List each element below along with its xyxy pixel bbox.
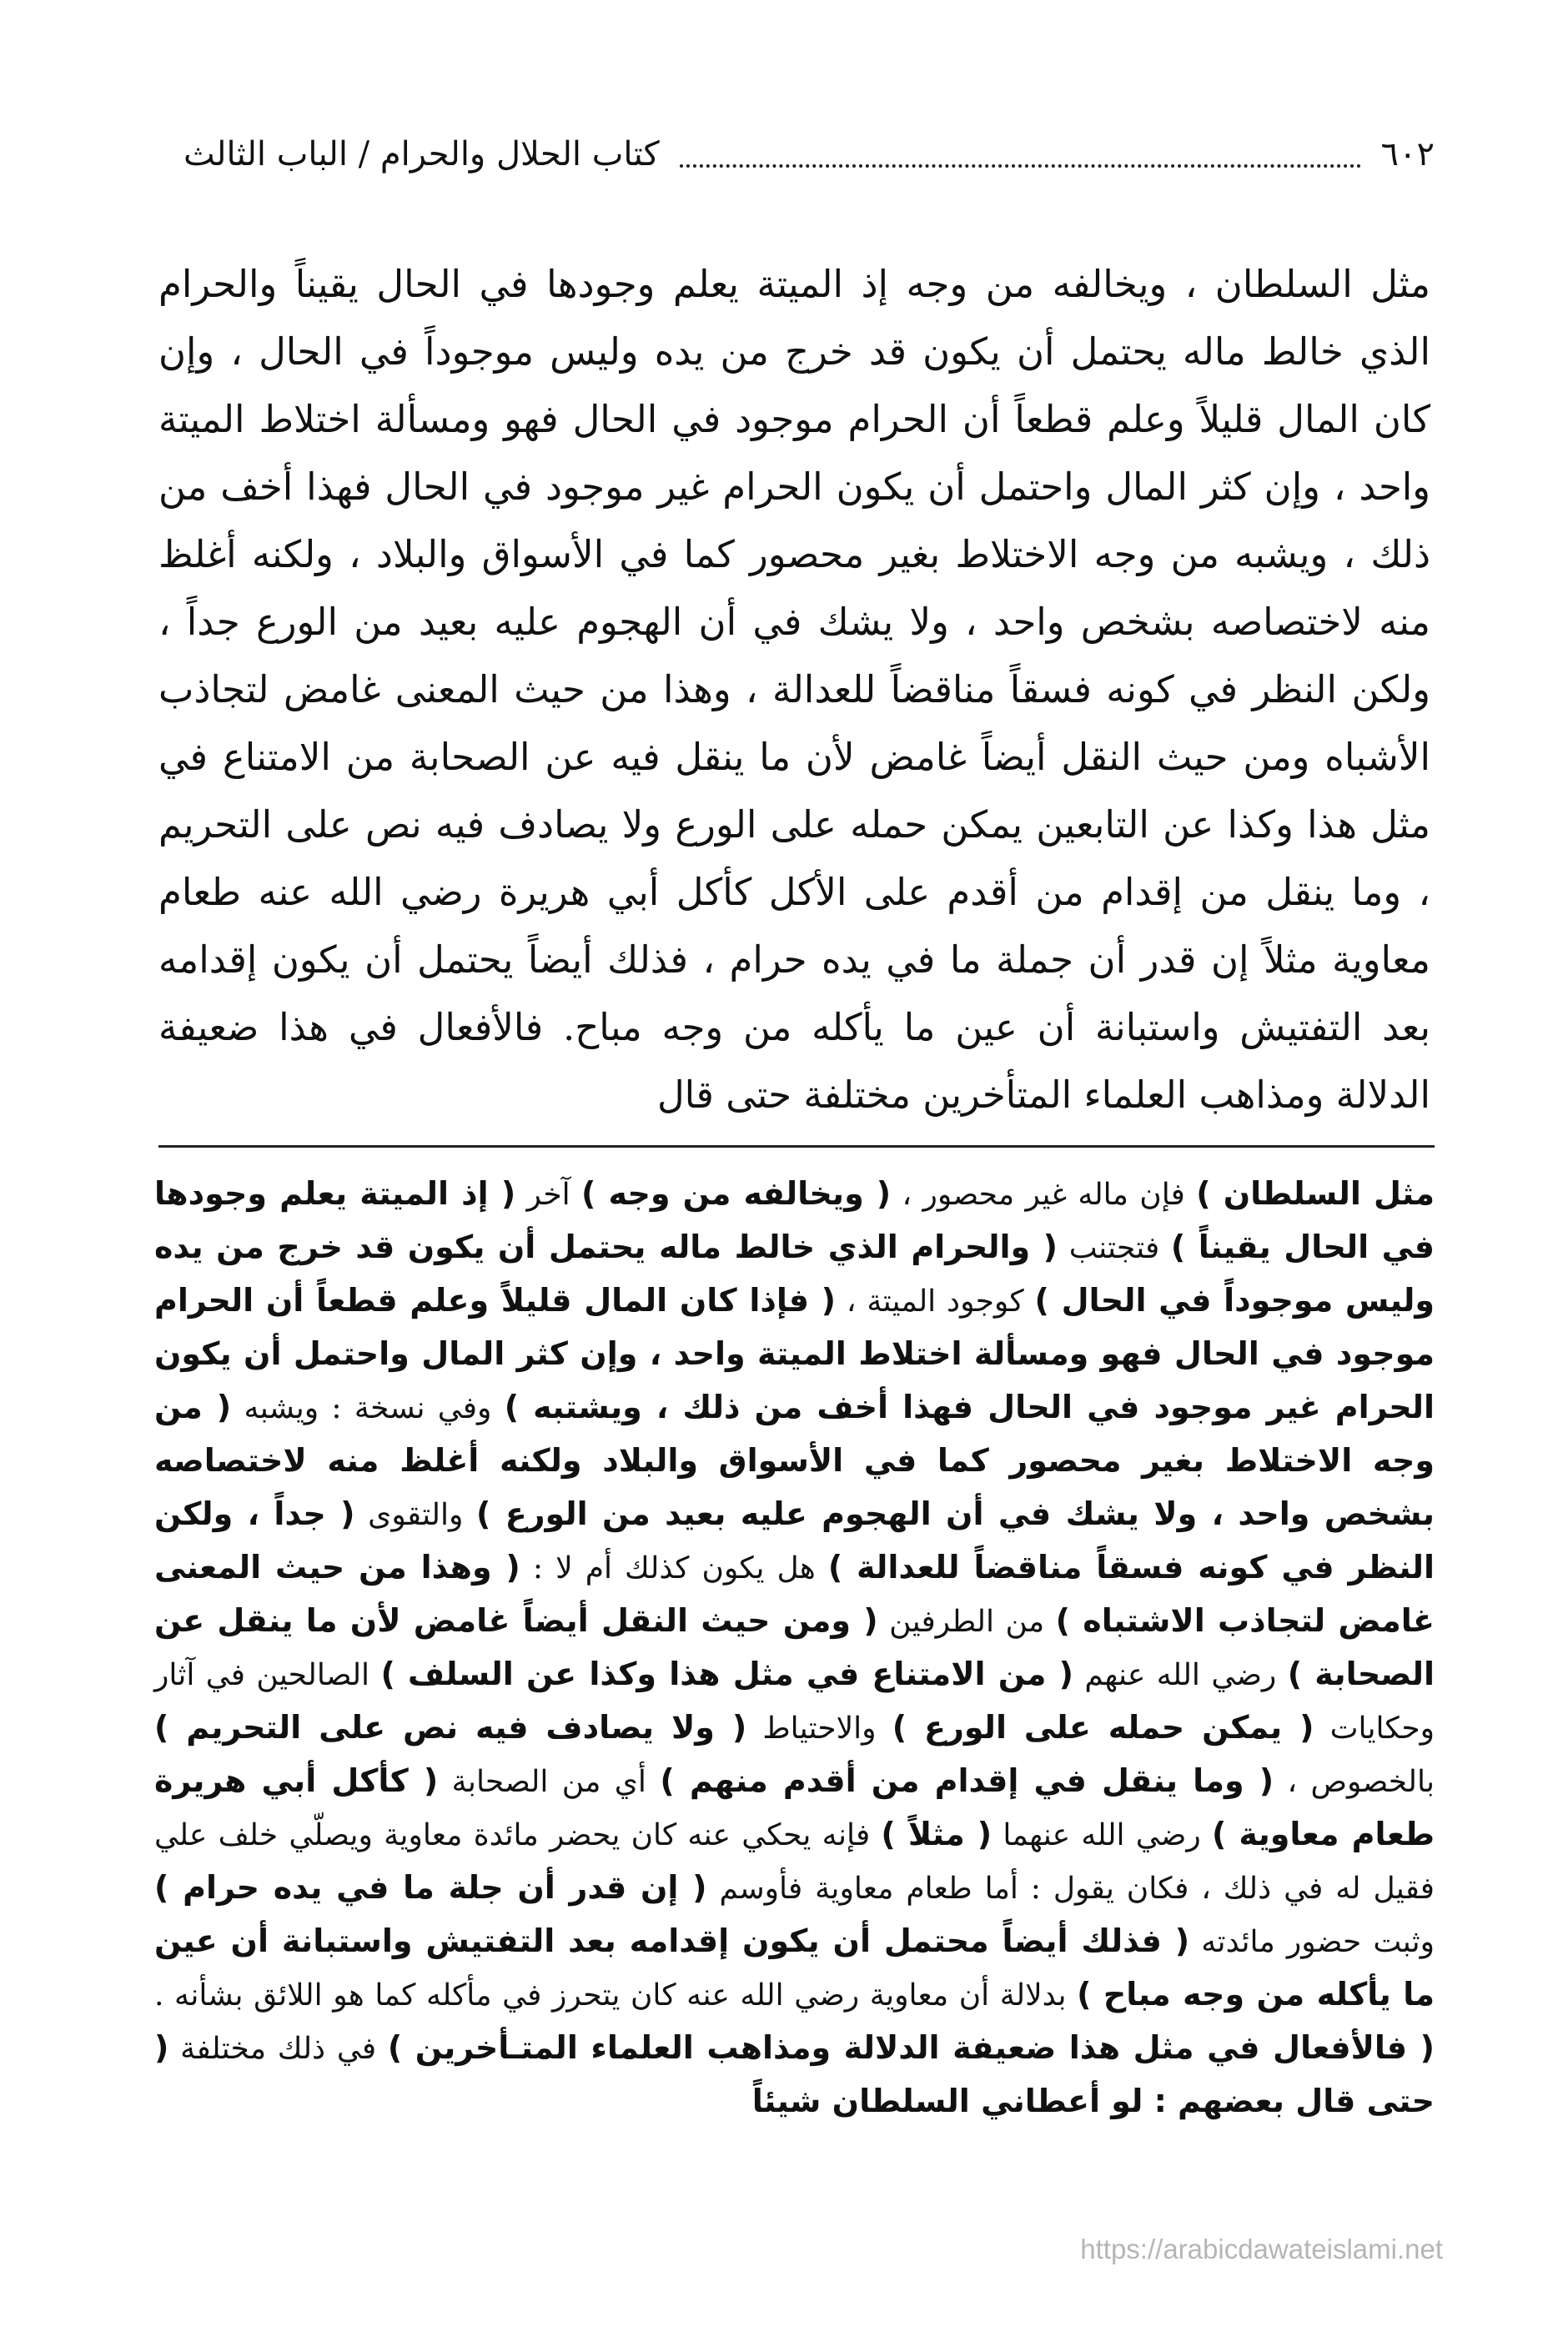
commentary-quoted-text: ( فالأفعال في مثل هذا ضعيفة الدلالة ومذاهب العلماء المتـأخرين ) [387, 2029, 1435, 2066]
commentary-explanation: من الطرفين [877, 1605, 1056, 1639]
commentary-quoted-text: ( وما ينقل في إقدام من أقدم منهم ) [660, 1762, 1274, 1799]
commentary-explanation: بدلالة أن معاوية رضي الله عنه كان يتحرز في مأكله كما هو اللائق بشأنه . [154, 1978, 1078, 2013]
commentary-quoted-text: ( حتى قال بعضهم : لو أعطاني السلطان شيئاً [154, 2029, 1435, 2119]
commentary-quoted-text: ( ولا يصادف فيه نص على التحريم ) [154, 1709, 747, 1746]
watermark-url: https://arabicdawateislami.net [1080, 2234, 1443, 2264]
page-number: ٦٠٢ [1380, 135, 1435, 173]
header-dot-leader [680, 164, 1361, 168]
commentary-quoted-text: ( فإذا كان المال قليلاً وعلم قطعاً أن الحرام موجود في الحال فهو ومسألة اختلاط الميتة واحد ، وإن كثر المال واحتمل أن يكون الحرام غير موجود في الحال فهذا أخف من ذلك ، ويشتبه ) [154, 1282, 1435, 1425]
commentary-quoted-text: ( يمكن حمله على الورع ) [892, 1709, 1314, 1746]
running-header [183, 125, 1435, 183]
commentary-quoted-text: ( والحرام الذي خالط ماله يحتمل أن يكون قد خرج من يده وليس موجوداً في الحال ) [154, 1229, 1435, 1319]
commentary-explanation: الصالحين في آثار وحكايات [154, 1658, 1435, 1746]
commentary-quoted-text: ( مثلاً ) [881, 1816, 993, 1852]
commentary-quoted-text: ( ويخالفه من وجه ) [580, 1175, 892, 1212]
commentary-quoted-text: ( جداً ، ولكن النظر في كونه فسقاً مناقضاً للعدالة ) [154, 1495, 1435, 1586]
commentary-quoted-text: ( إذ الميتة يعلم وجودها في الحال يقيناً ) [154, 1175, 1435, 1265]
commentary-quoted-text: ( من وجه الاختلاط بغير محصور كما في الأسواق والبلاد ولكنه أغلظ منه لاختصاصه بشخص واحد ، ولا يشك في أن الهجوم عليه بعيد من الورع ) [154, 1389, 1435, 1532]
commentary-explanation: أي من الصحابة [438, 1765, 661, 1799]
commentary-explanation: وفي نسخة : ويشبه [231, 1391, 505, 1425]
main-paragraph: مثل السلطان ، ويخالفه من وجه إذ الميتة يعلم وجودها في الحال يقيناً والحرام الذي خالط ماله يحتمل أن يكون قد خرج من يده وليس موجوداً في الحال ، وإن كان المال قليلاً وعلم قطعاً أن الحرام موجود في الحال فهو ومسألة اختلاط الميتة واحد ، وإن كثر المال واحتمل أن يكون الحرام غير موجود في الحال فهذا أخف من ذلك ، ويشبه من وجه الاختلاط بغير محصور كما في الأسواق والبلاد ، ولكنه أغلظ منه لاختصاصه بشخص واحد ، ولا يشك في أن الهجوم عليه بعيد من الورع جداً ، ولكن النظر في كونه فسقاً مناقضاً للعدالة ، وهذا من حيث المعنى غامض لتجاذب الأشباه ومن حيث النقل أيضاً غامض لأن ما ينقل فيه عن الصحابة من الامتناع في مثل هذا وكذا عن التابعين يمكن حمله على الورع ولا يصادف فيه نص على التحريم ، وما ينقل من إقدام من أقدم على الأكل كأكل أبي هريرة رضي الله عنه طعام معاوية مثلاً إن قدر أن جملة ما في يده حرام ، فذلك أيضاً يحتمل أن يكون إقدامه بعد التفتيش واستبانة أن عين ما يأكله من وجه مباح. فالأفعال في هذا ضعيفة الدلالة ومذاهب العلماء المتأخرين مختلفة حتى قال [158, 262, 1430, 1117]
commentary-explanation: فتجتنب [1058, 1231, 1171, 1265]
commentary-explanation: والاحتياط [746, 1711, 892, 1746]
commentary-explanation: والتقوى [354, 1498, 476, 1532]
commentary-explanation: رضي الله عنهم [1073, 1658, 1288, 1692]
commentary-paragraph [154, 1168, 1435, 2128]
commentary-quoted-text: ( من الامتناع في مثل هذا وكذا عن السلف ) [380, 1656, 1074, 1692]
commentary-explanation: وثبت حضور مائدته [1189, 1925, 1435, 1959]
commentary-explanation: هل يكون كذلك أم لا : [520, 1551, 828, 1586]
commentary-explanation: رضي الله عنهما [992, 1818, 1212, 1852]
commentary-quoted-text: ( ومن حيث النقل أيضاً غامض لأن ما ينقل عن الصحابة ) [154, 1602, 1435, 1692]
commentary-explanation: بالخصوص ، [1274, 1765, 1435, 1799]
commentary-quoted-text: ( إن قدر أن جلة ما في يده حرام ) [154, 1869, 707, 1906]
commentary-quoted-text: ( كأكل أبي هريرة طعام معاوية ) [154, 1762, 1435, 1852]
commentary-quoted-text: ( وهذا من حيث المعنى غامض لتجاذب الاشتباه ) [154, 1549, 1435, 1639]
commentary-explanation: فإنه يحكي عنه كان يحضر مائدة معاوية ويصلّي خلف علي فقيل له في ذلك ، فكان يقول : أما طعام معاوية فأوسم [154, 1818, 1435, 1906]
commentary-explanation: كوجود الميتة ، [836, 1284, 1035, 1319]
commentary-divider [158, 1145, 1435, 1148]
chapter-title: كتاب الحلال والحرام / الباب الثالث [183, 135, 660, 173]
commentary-explanation: فإن ماله غير محصور ، [891, 1178, 1197, 1212]
commentary-explanation: في ذلك مختلفة [168, 2032, 388, 2066]
main-text-block [158, 250, 1430, 1128]
commentary-quoted-text: ( فذلك أيضاً محتمل أن يكون إقدامه بعد التفتيش واستبانة أن عين ما يأكله من وجه مباح ) [154, 1922, 1435, 2013]
commentary-explanation: آخر [515, 1178, 581, 1212]
commentary-quoted-text: مثل السلطان ) [1196, 1175, 1435, 1212]
commentary-block [154, 1168, 1435, 2128]
